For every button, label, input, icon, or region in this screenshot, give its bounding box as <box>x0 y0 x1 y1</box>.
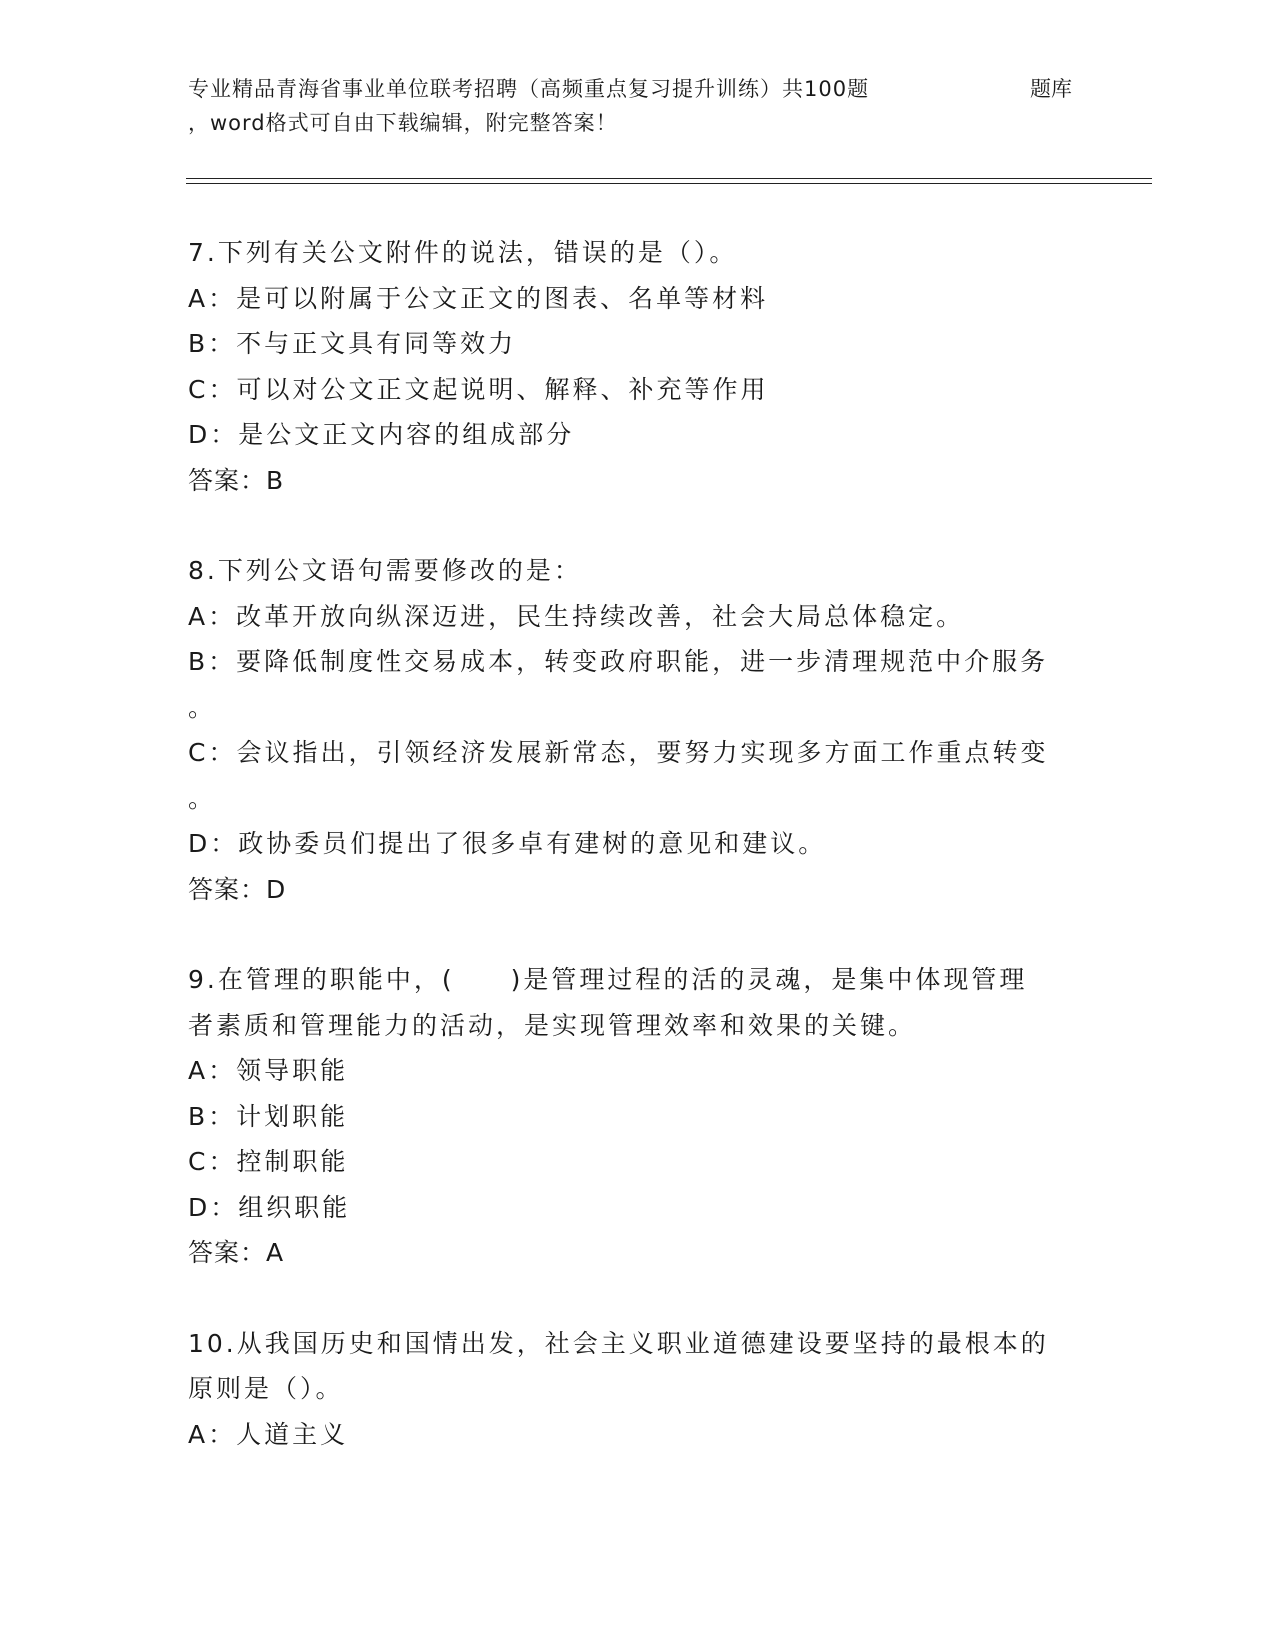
answer: 答案：A <box>188 1238 285 1267</box>
option-a: A：人道主义 <box>188 1419 349 1449</box>
option-c: C：会议指出，引领经济发展新常态，要努力实现多方面工作重点转变 <box>188 738 1049 767</box>
header-tag: 题库 <box>1030 77 1072 101</box>
header-title-line: 专业精品青海省事业单位联考招聘（高频重点复习提升训练）共100题 <box>188 77 870 101</box>
question-stem-continuation: 者素质和管理能力的活动，是实现管理效率和效果的关键。 <box>188 1010 917 1040</box>
option-b: B：不与正文具有同等效力 <box>188 329 517 358</box>
option-a: A：改革开放向纵深迈进，民生持续改善，社会大局总体稳定。 <box>188 601 965 631</box>
question-stem-continuation: 原则是（）。 <box>188 1374 344 1403</box>
question-10 <box>188 1321 1078 1458</box>
option-c-continuation: 。 <box>188 783 217 813</box>
option-b: B：计划职能 <box>188 1101 349 1131</box>
document-header <box>188 72 1088 140</box>
question-stem: 8.下列公文语句需要修改的是： <box>188 556 582 585</box>
option-a: A：是可以附属于公文正文的图表、名单等材料 <box>188 283 769 313</box>
answer: 答案：D <box>188 874 287 904</box>
option-d: D：政协委员们提出了很多卓有建树的意见和建议。 <box>188 829 827 858</box>
answer: 答案：B <box>188 465 285 495</box>
question-stem: 10.从我国历史和国情出发，社会主义职业道德建设要坚持的最根本的 <box>188 1328 1049 1358</box>
question-stem: 9.在管理的职能中，( )是管理过程的活的灵魂，是集中体现管理 <box>188 965 1028 994</box>
header-subtitle-line: ，word格式可自由下载编辑，附完整答案！ <box>188 111 618 135</box>
question-list <box>188 230 1078 1502</box>
option-c: C：可以对公文正文起说明、解释、补充等作用 <box>188 374 769 404</box>
header-rule-bottom <box>186 183 1152 184</box>
option-b-continuation: 。 <box>188 692 217 722</box>
option-a: A：领导职能 <box>188 1056 349 1085</box>
option-d: D：组织职能 <box>188 1192 351 1222</box>
question-stem: 7.下列有关公文附件的说法，错误的是（）。 <box>188 238 738 267</box>
question-8 <box>188 548 1078 912</box>
question-9 <box>188 957 1078 1276</box>
option-d: D：是公文正文内容的组成部分 <box>188 420 575 449</box>
header-rule-top <box>186 178 1152 179</box>
option-b: B：要降低制度性交易成本，转变政府职能，进一步清理规范中介服务 <box>188 647 1049 676</box>
option-c: C：控制职能 <box>188 1147 349 1176</box>
question-7 <box>188 230 1078 503</box>
